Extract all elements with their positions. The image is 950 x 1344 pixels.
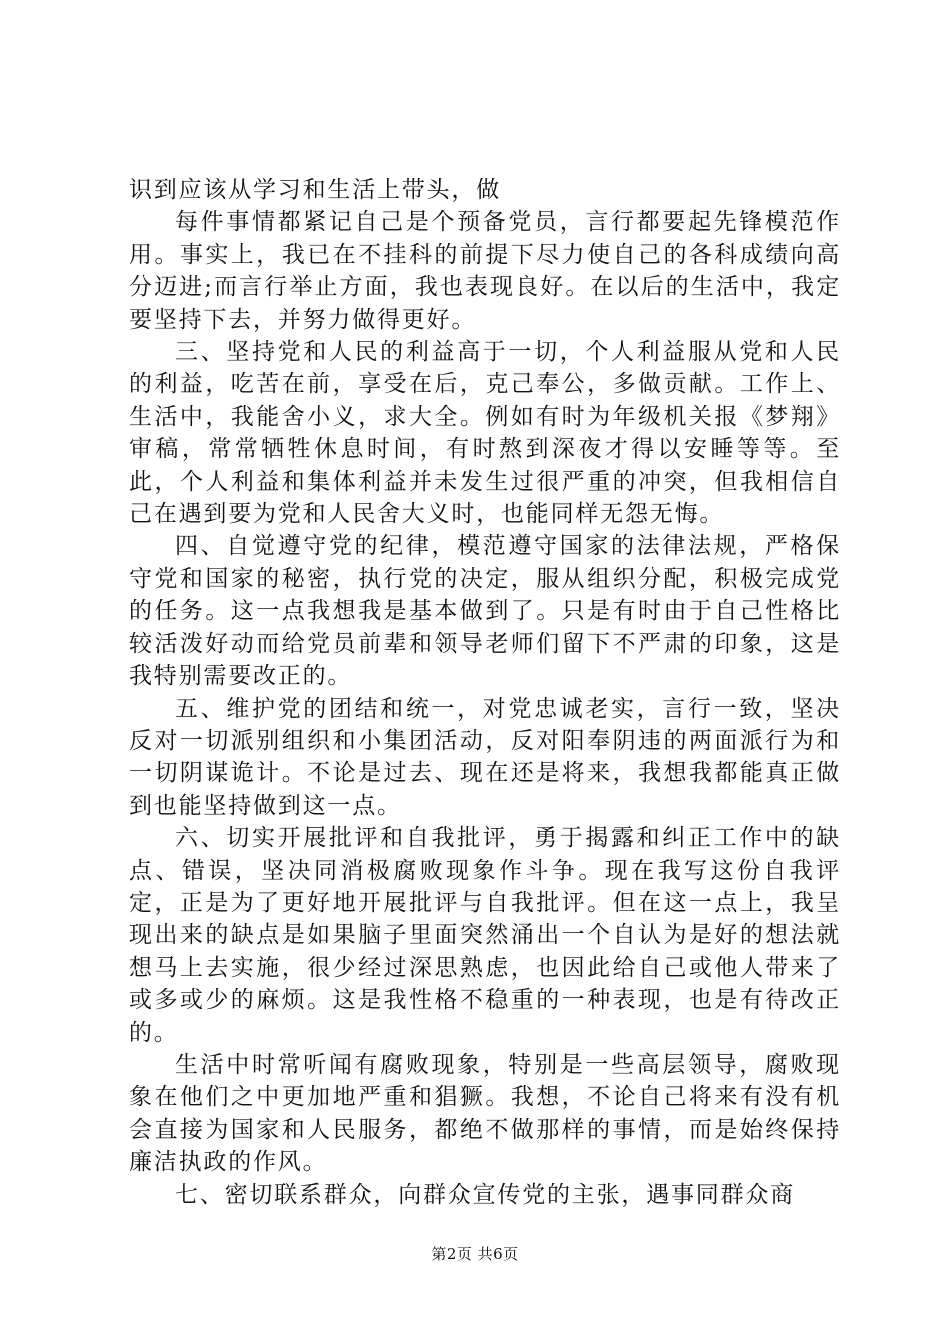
paragraph-point-six: 六、切实开展批评和自我批评，勇于揭露和纠正工作中的缺点、错误，坚决同消极腐败现象作斗争。现在我写这份自我评定，正是为了更好地开展批评与自我批评。但在这一点上，我呈现出来的缺点是如果脑子里面突然涌出一个自认为是好的想法就想马上去实施，很少经过深思熟虑，也因此给自己或他人带来了或多或少的麻烦。这是我性格不稳重的一种表现，也是有待改正的。 [129, 825, 841, 1046]
paragraph-point-seven: 七、密切联系群众，向群众宣传党的主张，遇事同群众商 [175, 1181, 795, 1208]
document-body [129, 174, 841, 1211]
paragraph-continuation: 识到应该从学习和生活上带头，做 [129, 177, 501, 203]
paragraph-corruption: 生活中时常听闻有腐败现象，特别是一些高层领导，腐败现象在他们之中更加地严重和猖獗。我想，不论自己将来有没有机会直接为国家和人民服务，都绝不做那样的事情，而是始终保持廉洁执政的作风。 [129, 1051, 841, 1176]
paragraph-vanguard-role: 每件事情都紧记自己是个预备党员，言行都要起先锋模范作用。事实上，我已在不挂科的前提下尽力使自己的各科成绩向高分迈进;而言行举止方面，我也表现良好。在以后的生活中，我定要坚持下去，并努力做得更好。 [129, 209, 841, 333]
page-number-footer: 第2页 共6页 [431, 1245, 519, 1263]
paragraph-point-five: 五、维护党的团结和统一，对党忠诚老实，言行一致，坚决反对一切派别组织和小集团活动，反对阳奉阴违的两面派行为和一切阴谋诡计。不论是过去、现在还是将来，我想我都能真正做到也能坚持做到这一点。 [129, 695, 841, 819]
paragraph-point-four: 四、自觉遵守党的纪律，模范遵守国家的法律法规，严格保守党和国家的秘密，执行党的决定，服从组织分配，积极完成党的任务。这一点我想我是基本做到了。只是有时由于自己性格比较活泼好动而给党员前辈和领导老师们留下不严肃的印象，这是我特别需要改正的。 [129, 533, 841, 690]
paragraph-point-three: 三、坚持党和人民的利益高于一切，个人利益服从党和人民的利益，吃苦在前，享受在后，克己奉公，多做贡献。工作上、生活中，我能舍小义，求大全。例如有时为年级机关报《梦翔》审稿，常常牺牲休息时间，有时熬到深夜才得以安睡等等。至此，个人利益和集体利益并未发生过很严重的冲突，但我相信自己在遇到要为党和人民舍大义时，也能同样无怨无悔。 [129, 339, 841, 528]
